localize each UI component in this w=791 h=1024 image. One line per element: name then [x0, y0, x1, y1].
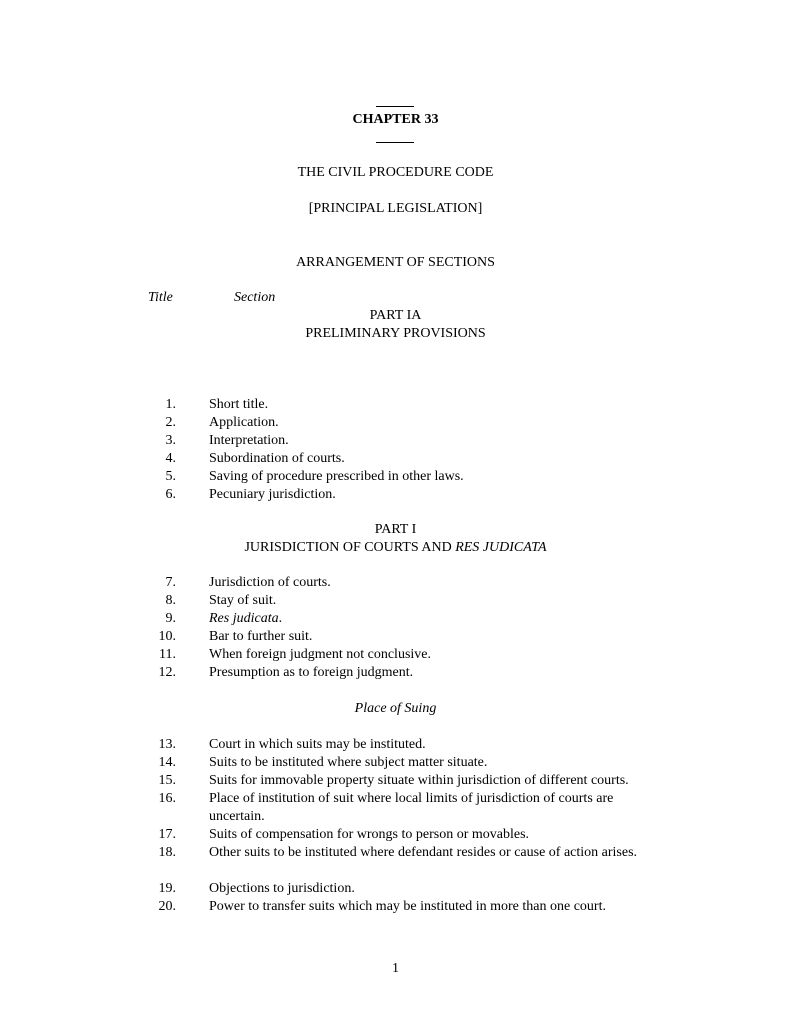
chapter-heading: CHAPTER 33: [352, 112, 439, 127]
arrangement-heading: ARRANGEMENT OF SECTIONS: [296, 255, 495, 270]
section-number: 18.: [158, 845, 176, 860]
section-item: [0, 610, 791, 628]
section-item: [0, 826, 791, 844]
section-number: 5.: [165, 469, 176, 484]
section-item: [0, 736, 791, 754]
section-number: 4.: [165, 451, 176, 466]
place-of-suing-heading: Place of Suing: [354, 701, 437, 716]
section-item: [0, 844, 791, 880]
section-item: [0, 432, 791, 450]
part-i-subheading-italic: RES JUDICATA: [455, 540, 547, 555]
section-title-italic: Res judicata: [209, 611, 279, 626]
section-item: [0, 414, 791, 432]
column-label-title: Title: [148, 290, 173, 305]
section-number: 20.: [158, 899, 176, 914]
section-item: [0, 450, 791, 468]
section-number: 16.: [158, 791, 176, 806]
section-item: [0, 772, 791, 790]
section-title: Suits to be instituted where subject matter situate.: [209, 755, 488, 770]
page-number: 1: [392, 961, 399, 976]
section-title: Other suits to be instituted where defendant resides or cause of action arises.: [209, 845, 638, 860]
section-item: [0, 790, 791, 826]
section-title: Subordination of courts.: [209, 451, 345, 466]
part-i-section-list: [0, 574, 791, 682]
section-number: 13.: [158, 737, 176, 752]
section-title: Power to transfer suits which may be instituted in more than one court.: [209, 899, 606, 914]
section-title: Court in which suits may be instituted.: [209, 737, 426, 752]
section-title: Objections to jurisdiction.: [209, 881, 355, 896]
section-number: 19.: [158, 881, 176, 896]
section-title-suffix: .: [278, 611, 283, 626]
section-number: 11.: [159, 647, 176, 662]
section-title: Saving of procedure prescribed in other laws.: [209, 469, 464, 484]
section-item: [0, 880, 791, 898]
section-item: [0, 486, 791, 504]
section-title: Bar to further suit.: [209, 629, 313, 644]
section-title: Presumption as to foreign judgment.: [209, 665, 414, 680]
section-number: 6.: [165, 487, 176, 502]
place-of-suing-section-list: [0, 736, 791, 916]
section-item: [0, 574, 791, 592]
section-title: Application.: [209, 415, 279, 430]
section-number: 9.: [165, 611, 176, 626]
section-item: [0, 628, 791, 646]
column-label-section: Section: [234, 290, 276, 305]
section-item: [0, 592, 791, 610]
part-ia-heading: PART IA: [369, 308, 422, 323]
section-number: 12.: [158, 665, 176, 680]
section-item: [0, 664, 791, 682]
section-title: Stay of suit.: [209, 593, 277, 608]
section-title: Short title.: [209, 397, 269, 412]
section-item: [0, 754, 791, 772]
section-title: Jurisdiction of courts.: [209, 575, 331, 590]
legislation-type: [PRINCIPAL LEGISLATION]: [308, 201, 483, 216]
section-number: 3.: [165, 433, 176, 448]
part-i-subheading-text: JURISDICTION OF COURTS AND: [244, 540, 456, 555]
section-item: [0, 468, 791, 486]
section-item: [0, 898, 791, 916]
bottom-rule: [376, 142, 414, 143]
part-i-heading: PART I: [374, 522, 417, 537]
section-number: 1.: [165, 397, 176, 412]
act-title: THE CIVIL PROCEDURE CODE: [297, 165, 494, 180]
section-number: 8.: [165, 593, 176, 608]
section-number: 17.: [158, 827, 176, 842]
section-number: 15.: [158, 773, 176, 788]
part-ia-section-list: [0, 396, 791, 504]
section-title: Interpretation.: [209, 433, 289, 448]
section-item: [0, 646, 791, 664]
section-number: 14.: [158, 755, 176, 770]
section-title: Pecuniary jurisdiction.: [209, 487, 336, 502]
section-item: [0, 396, 791, 414]
section-title: Suits of compensation for wrongs to person or movables.: [209, 827, 530, 842]
section-number: 7.: [165, 575, 176, 590]
part-ia-subheading: PRELIMINARY PROVISIONS: [305, 326, 486, 341]
top-rule: [376, 106, 414, 107]
part-i-subheading: [0, 539, 791, 557]
section-title: [209, 610, 669, 628]
section-title: Suits for immovable property situate within jurisdiction of different courts.: [209, 773, 629, 788]
section-title: Place of institution of suit where local limits of jurisdiction of courts are uncertain.: [209, 791, 614, 824]
section-number: 2.: [165, 415, 176, 430]
section-title: When foreign judgment not conclusive.: [209, 647, 431, 662]
section-number: 10.: [158, 629, 176, 644]
